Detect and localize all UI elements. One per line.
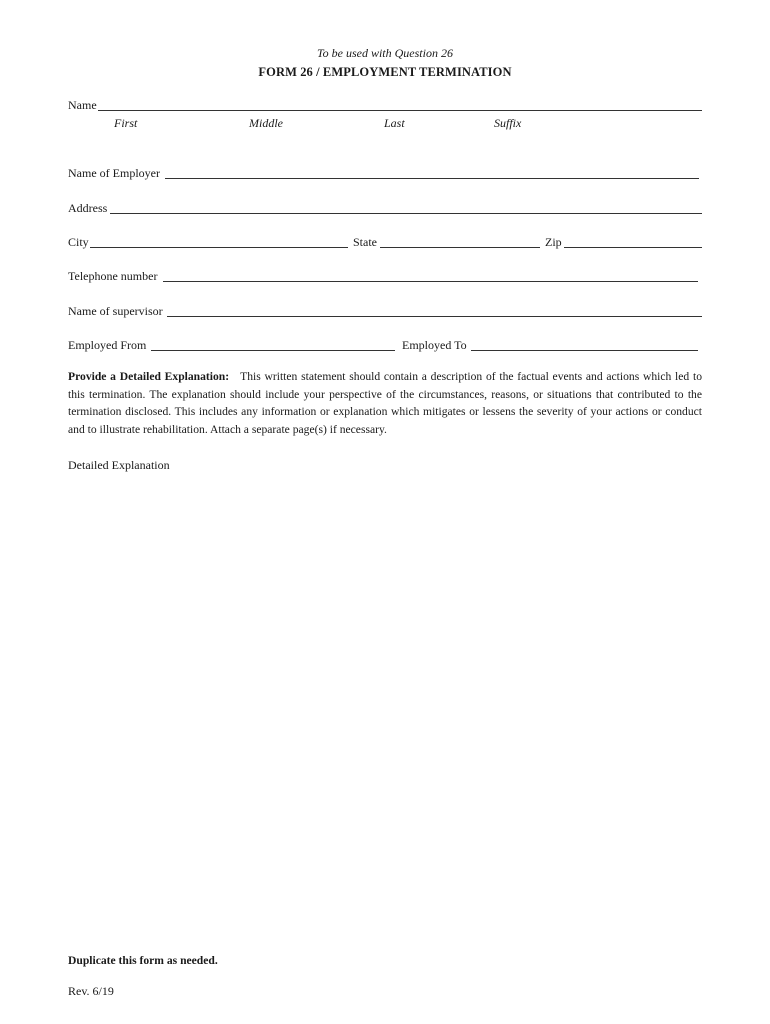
form-subtitle: To be used with Question 26 xyxy=(317,46,453,60)
state-label: State xyxy=(353,235,377,249)
address-field[interactable] xyxy=(110,213,702,214)
state-field[interactable] xyxy=(380,247,540,248)
duplicate-note: Duplicate this form as needed. xyxy=(68,954,218,967)
name-first-label: First xyxy=(114,116,138,130)
name-field[interactable] xyxy=(98,110,702,111)
instructions-paragraph xyxy=(68,368,702,438)
form-title: FORM 26 / EMPLOYMENT TERMINATION xyxy=(258,65,512,79)
zip-field[interactable] xyxy=(564,247,702,248)
supervisor-field[interactable] xyxy=(167,316,702,317)
detailed-explanation-label: Detailed Explanation xyxy=(68,458,170,472)
employed-to-label: Employed To xyxy=(402,338,467,352)
telephone-label: Telephone number xyxy=(68,269,158,283)
zip-label: Zip xyxy=(545,235,562,249)
employed-from-field[interactable] xyxy=(151,350,395,351)
instructions-heading: Provide a Detailed Explanation: xyxy=(68,370,230,383)
name-middle-label: Middle xyxy=(249,116,283,130)
telephone-field[interactable] xyxy=(163,281,698,282)
city-label: City xyxy=(68,235,89,249)
instructions-body: This written statement should contain a description of the factual events and actions which led to this termination. The explanation should include your perspective of the circumstances, reasons, or situations that contributed to the termination disclosed. This includes any information or explanation which mitigates or lessens the severity of your actions or conduct and to illustrate rehabilitation. Attach a separate page(s) if necessary. xyxy=(68,370,702,436)
detailed-explanation-area[interactable] xyxy=(68,478,702,938)
name-last-label: Last xyxy=(384,116,405,130)
name-label: Name xyxy=(68,98,97,112)
name-suffix-label: Suffix xyxy=(494,116,522,130)
employer-label: Name of Employer xyxy=(68,166,160,180)
employed-to-field[interactable] xyxy=(471,350,698,351)
supervisor-label: Name of supervisor xyxy=(68,304,163,318)
address-label: Address xyxy=(68,201,108,215)
revision-label: Rev. 6/19 xyxy=(68,984,114,998)
city-field[interactable] xyxy=(90,247,348,248)
employer-field[interactable] xyxy=(165,178,699,179)
employed-from-label: Employed From xyxy=(68,338,147,352)
